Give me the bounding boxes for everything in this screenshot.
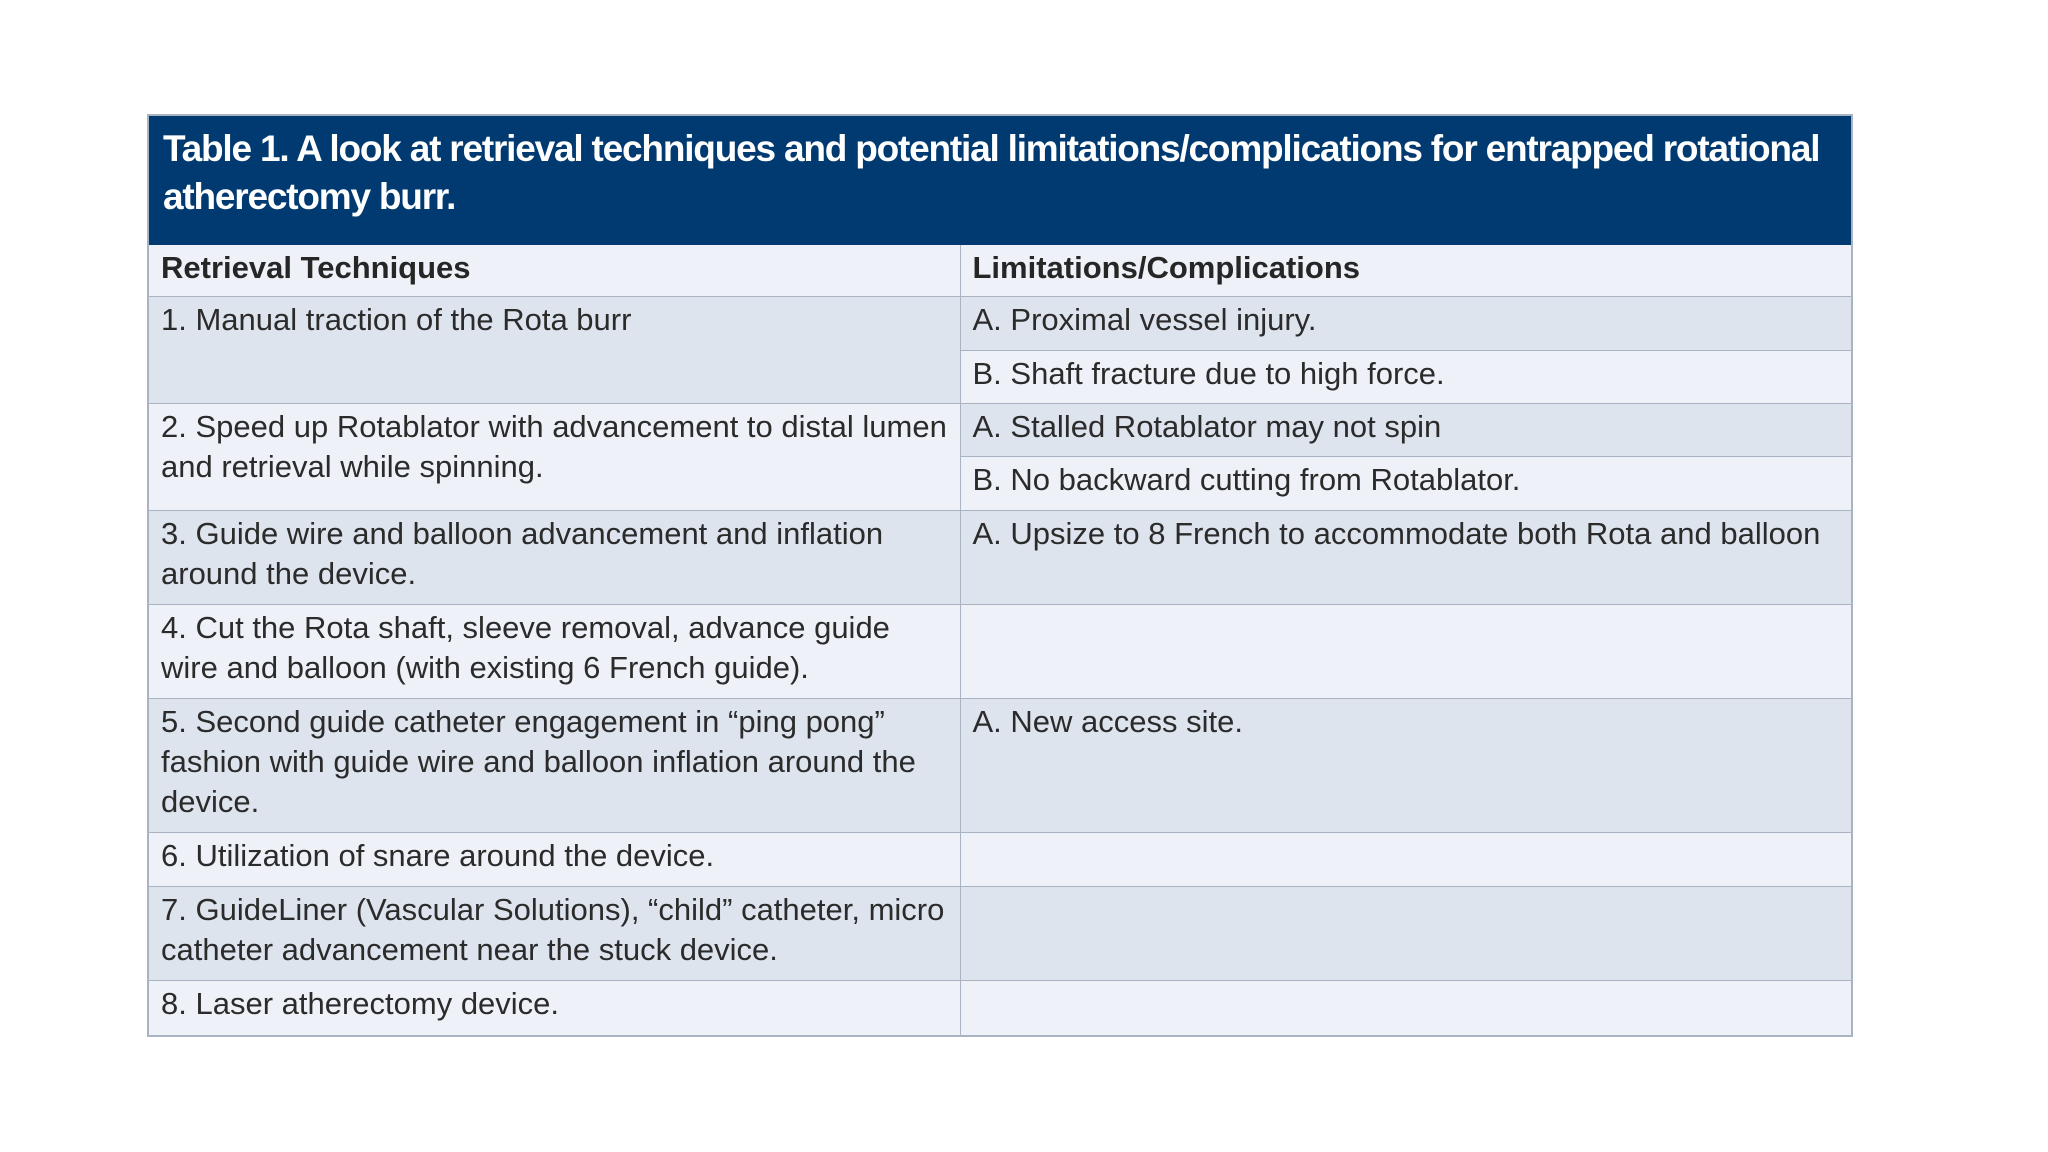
table-header-row (149, 245, 1851, 297)
technique-cell-2: 2. Speed up Rotablator with advancement to distal lumen and retrieval while spinning. (149, 404, 960, 511)
limitation-cell-2b: B. No backward cutting from Rotablator. (960, 457, 1851, 511)
table-row (149, 605, 1851, 699)
technique-cell-4: 4. Cut the Rota shaft, sleeve removal, advance guide wire and balloon (with existing 6 French guide). (149, 605, 960, 699)
technique-cell-6: 6. Utilization of snare around the device. (149, 833, 960, 887)
table-row (149, 833, 1851, 887)
limitation-cell-6a (960, 833, 1851, 887)
table-row (149, 404, 1851, 457)
table-row (149, 297, 1851, 351)
limitation-cell-4a (960, 605, 1851, 699)
technique-cell-5: 5. Second guide catheter engagement in “ping pong” fashion with guide wire and balloon inflation around the device. (149, 699, 960, 833)
retrieval-techniques-table (147, 114, 1853, 1037)
header-retrieval-techniques: Retrieval Techniques (149, 245, 960, 297)
limitation-cell-1a: A. Proximal vessel injury. (960, 297, 1851, 351)
header-limitations-complications: Limitations/Complications (960, 245, 1851, 297)
table-row (149, 887, 1851, 981)
limitation-cell-7a (960, 887, 1851, 981)
technique-cell-1: 1. Manual traction of the Rota burr (149, 297, 960, 404)
limitation-cell-2a: A. Stalled Rotablator may not spin (960, 404, 1851, 457)
table-row (149, 511, 1851, 605)
technique-cell-3: 3. Guide wire and balloon advancement and inflation around the device. (149, 511, 960, 605)
table-title: Table 1. A look at retrieval techniques and potential limitations/complications for entrapped rotational atherectomy burr. (149, 116, 1851, 245)
technique-cell-7: 7. GuideLiner (Vascular Solutions), “child” catheter, micro catheter advancement near the stuck device. (149, 887, 960, 981)
table-row (149, 981, 1851, 1035)
table-row (149, 699, 1851, 833)
technique-cell-8: 8. Laser atherectomy device. (149, 981, 960, 1035)
limitation-cell-8a (960, 981, 1851, 1035)
limitation-cell-5a: A. New access site. (960, 699, 1851, 833)
limitation-cell-3a: A. Upsize to 8 French to accommodate both Rota and balloon (960, 511, 1851, 605)
limitation-cell-1b: B. Shaft fracture due to high force. (960, 351, 1851, 404)
table-grid (149, 245, 1851, 1035)
